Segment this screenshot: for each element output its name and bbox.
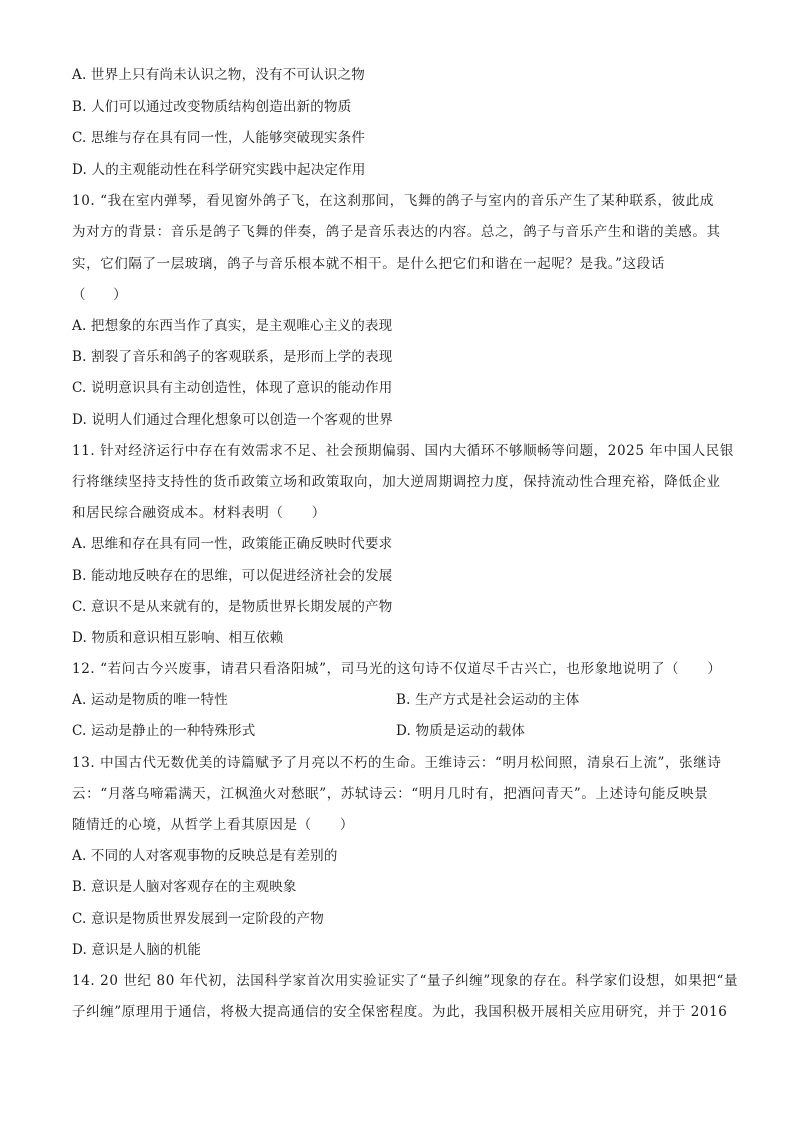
q10-stem-line-3: 实，它们隔了一层玻璃，鸽子与音乐根本就不相干。是什么把它们和谐在一起呢？是我。”这段话 — [72, 256, 665, 272]
q13-option-c[interactable]: C. 意识是物质世界发展到一定阶段的产物 — [72, 911, 324, 927]
q11-stem-line-2: 行将继续坚持支持性的货币政策立场和政策取向，加大逆周期调控力度，保持流动性合理充裕，降低企业 — [72, 474, 721, 490]
q13-option-d[interactable]: D. 意识是人脑的机能 — [72, 942, 202, 958]
q11-option-b[interactable]: B. 能动地反映存在的思维，可以促进经济社会的发展 — [72, 568, 393, 584]
q13-option-b[interactable]: B. 意识是人脑对客观存在的主观映象 — [72, 879, 297, 895]
q9-option-d[interactable]: D. 人的主观能动性在科学研究实践中起决定作用 — [72, 162, 366, 178]
q11-stem-line-1: 11. 针对经济运行中存在有效需求不足、社会预期偏弱、国内大循环不够顺畅等问题，2025 年中国人民银 — [72, 443, 735, 459]
q13-stem-line-2: 云：“月落乌啼霜满天，江枫渔火对愁眠”，苏轼诗云：“明月几时有，把酒问青天”。上述诗句能反映景 — [72, 786, 709, 802]
q11-stem-line-3: 和居民综合融资成本。材料表明（ ） — [72, 505, 326, 521]
q9-option-a[interactable]: A. 世界上只有尚未认识之物，没有不可认识之物 — [72, 67, 365, 83]
q14-stem-line-1: 14. 20 世纪 80 年代初，法国科学家首次用实验证实了“量子纠缠”现象的存在。科学家们设想，如果把“量 — [72, 973, 739, 989]
q13-option-a[interactable]: A. 不同的人对客观事物的反映总是有差别的 — [72, 848, 338, 864]
q13-stem-line-3: 随情迁的心境，从哲学上看其原因是（ ） — [72, 817, 354, 833]
q10-option-c[interactable]: C. 说明意识具有主动创造性，体现了意识的能动作用 — [72, 380, 393, 396]
q10-option-d[interactable]: D. 说明人们通过合理化想象可以创造一个客观的世界 — [72, 412, 393, 428]
q12-option-a[interactable]: A. 运动是物质的唯一特性 — [72, 692, 228, 708]
q12-option-d[interactable]: D. 物质是运动的载体 — [396, 723, 526, 739]
q9-option-b[interactable]: B. 人们可以通过改变物质结构创造出新的物质 — [72, 99, 352, 115]
q13-stem-line-1: 13. 中国古代无数优美的诗篇赋予了月亮以不朽的生命。王维诗云：“明月松间照，清泉石上流”，张继诗 — [72, 755, 722, 771]
q10-answer-blank: （ ） — [72, 287, 127, 303]
q12-stem: 12. “若问古今兴废事，请君只看洛阳城”，司马光的这句诗不仅道尽千古兴亡，也形象地说明了（ ） — [72, 661, 722, 677]
q11-option-a[interactable]: A. 思维和存在具有同一性，政策能正确反映时代要求 — [72, 536, 393, 552]
q9-option-c[interactable]: C. 思维与存在具有同一性，人能够突破现实条件 — [72, 130, 366, 146]
q10-option-a[interactable]: A. 把想象的东西当作了真实，是主观唯心主义的表现 — [72, 318, 393, 334]
q10-stem-line-1: 10. “我在室内弹琴，看见窗外鸽子飞，在这刹那间，飞舞的鸽子与室内的音乐产生了某种联系，彼此成 — [72, 193, 714, 209]
q14-stem-line-2: 子纠缠”原理用于通信，将极大提高通信的安全保密程度。为此，我国积极开展相关应用研究，并于 2016 — [72, 1004, 728, 1020]
q11-option-d[interactable]: D. 物质和意识相互影响、相互依赖 — [72, 630, 284, 646]
q10-option-b[interactable]: B. 割裂了音乐和鸽子的客观联系，是形而上学的表现 — [72, 349, 393, 365]
q12-options-row-2 — [72, 722, 724, 740]
q12-option-c[interactable]: C. 运动是静止的一种特殊形式 — [72, 723, 256, 739]
q12-options-row-1 — [72, 691, 724, 709]
q11-option-c[interactable]: C. 意识不是从来就有的，是物质世界长期发展的产物 — [72, 599, 393, 615]
q10-stem-line-2: 为对方的背景：音乐是鸽子飞舞的伴奏，鸽子是音乐表达的内容。总之，鸽子与音乐产生和谐的美感。其 — [72, 224, 721, 240]
q12-option-b[interactable]: B. 生产方式是社会运动的主体 — [396, 692, 580, 708]
